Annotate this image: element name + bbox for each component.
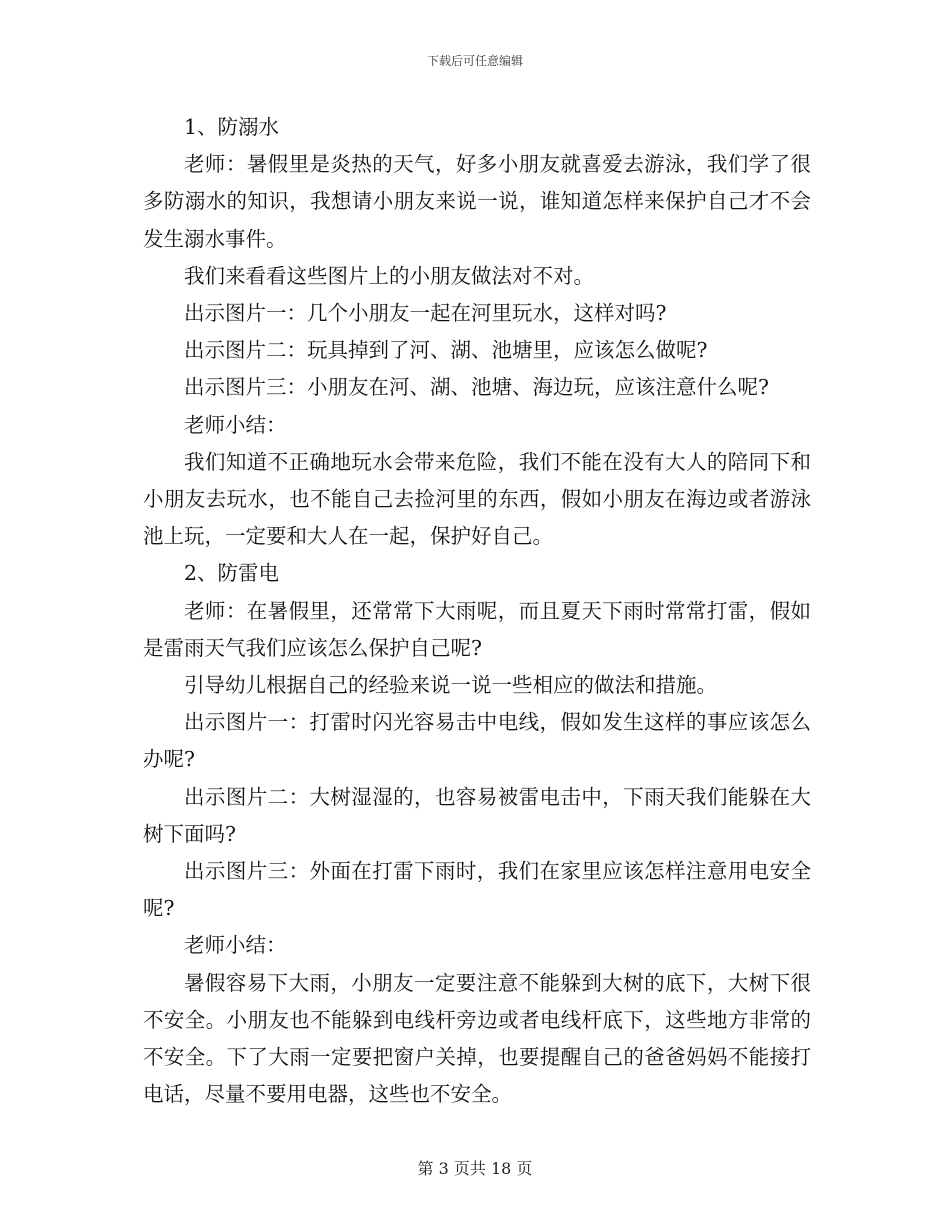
paragraph: 我们知道不正确地玩水会带来危险，我们不能在没有大人的陪同下和小朋友去玩水，也不能自己去捡河里的东西，假如小朋友在海边或者游泳池上玩，一定要和大人在一起，保护好自己。 — [143, 449, 811, 549]
paragraph: 出示图片二：玩具掉到了河、湖、池塘里，应该怎么做呢? — [184, 338, 708, 363]
paragraph: 出示图片一：打雷时闪光容易击中电线，假如发生这样的事应该怎么办呢? — [143, 710, 811, 772]
section-heading-lightning: 2、防雷电 — [184, 561, 280, 586]
page-header: 下载后可任意编辑 — [426, 54, 523, 68]
paragraph: 出示图片三：外面在打雷下雨时，我们在家里应该怎样注意用电安全呢? — [143, 859, 811, 921]
paragraph: 暑假容易下大雨，小朋友一定要注意不能躲到大树的底下，大树下很不安全。小朋友也不能躲到电线杆旁边或者电线杆底下，这些地方非常的不安全。下了大雨一定要把窗户关掉，也要提醒自己的爸爸妈妈不能接打电话，尽量不要用电器，这些也不安全。 — [143, 970, 811, 1107]
section-heading-drowning: 1、防溺水 — [184, 115, 280, 139]
paragraph: 老师：在暑假里，还常常下大雨呢，而且夏天下雨时常常打雷，假如是雷雨天气我们应该怎么保护自己呢? — [143, 598, 811, 660]
document-body — [143, 109, 811, 1113]
paragraph: 出示图片二：大树湿湿的，也容易被雷电击中，下雨天我们能躲在大树下面吗? — [143, 784, 811, 846]
paragraph: 出示图片一：几个小朋友一起在河里玩水，这样对吗? — [184, 301, 667, 326]
paragraph: 引导幼儿根据自己的经验来说一说一些相应的做法和措施。 — [184, 673, 717, 698]
paragraph: 出示图片三：小朋友在河、湖、池塘、海边玩，应该注意什么呢? — [184, 375, 769, 400]
paragraph: 老师小结： — [184, 412, 287, 437]
page-number: 第 3 页共 18 页 — [417, 1159, 533, 1178]
paragraph: 老师：暑假里是炎热的天气，好多小朋友就喜爱去游泳，我们学了很多防溺水的知识，我想请小朋友来说一说，谁知道怎样来保护自己才不会发生溺水事件。 — [143, 152, 811, 251]
paragraph: 老师小结： — [184, 933, 287, 958]
paragraph: 我们来看看这些图片上的小朋友做法对不对。 — [184, 263, 594, 288]
